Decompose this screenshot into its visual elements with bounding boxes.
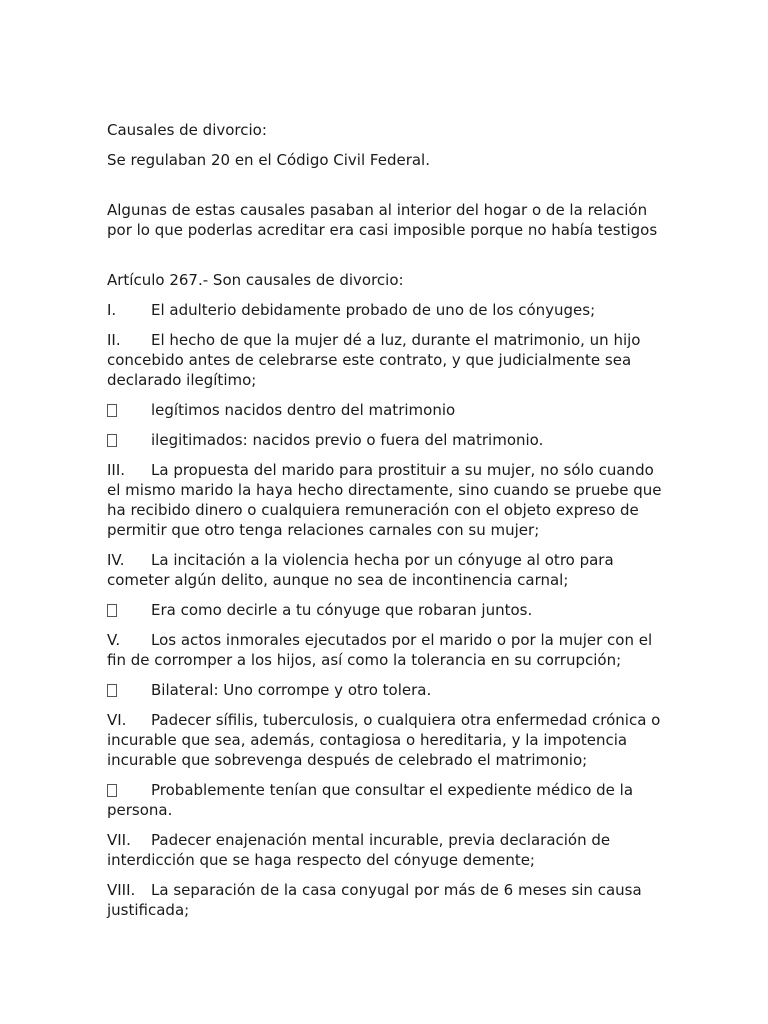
item-text: La separación de la casa conyugal por más de 6 meses sin causa justificada; xyxy=(107,881,642,919)
item-text: El adulterio debidamente probado de uno de los cónyuges; xyxy=(151,301,596,319)
list-item-viii xyxy=(107,880,667,920)
heading: Causales de divorcio: xyxy=(107,121,267,139)
bullet-item xyxy=(107,600,667,620)
item-number: VIII. xyxy=(107,881,136,899)
item-number: IV. xyxy=(107,551,125,569)
list-item-iii xyxy=(107,460,667,540)
item-number: VI. xyxy=(107,711,127,729)
item-number: III. xyxy=(107,461,126,479)
bullet-text: ilegitimados: nacidos previo o fuera del matrimonio. xyxy=(151,431,544,449)
bullet-item xyxy=(107,780,667,820)
list-item-i xyxy=(107,300,667,320)
item-number: V. xyxy=(107,631,121,649)
item-text: Los actos inmorales ejecutados por el marido o por la mujer con el fin de corromper a los hijos, así como la tolerancia en su corrupción; xyxy=(107,631,653,669)
list-item-vi xyxy=(107,710,667,770)
item-text: La incitación a la violencia hecha por un cónyuge al otro para cometer algún delito, aunque no sea de incontinencia carnal; xyxy=(107,551,614,589)
document-page xyxy=(107,120,667,930)
bullet-text: Bilateral: Uno corrompe y otro tolera. xyxy=(151,681,432,699)
list-item-vii xyxy=(107,830,667,870)
list-item-ii xyxy=(107,330,667,390)
item-number: VII. xyxy=(107,831,131,849)
article-heading: Artículo 267.- Son causales de divorcio: xyxy=(107,271,404,289)
missing-glyph-icon xyxy=(107,434,117,447)
paragraph: Algunas de estas causales pasaban al interior del hogar o de la relación por lo que poderlas acreditar era casi imposible porque no había testigos xyxy=(107,201,658,239)
list-item-iv xyxy=(107,550,667,590)
item-number: II. xyxy=(107,331,121,349)
bullet-text: Probablemente tenían que consultar el expediente médico de la persona. xyxy=(107,781,634,819)
item-text: La propuesta del marido para prostituir a su mujer, no sólo cuando el mismo marido la haya hecho directamente, sino cuando se pruebe que ha recibido dinero o cualquiera remuneración con el objeto expreso de permitir que otro tenga relaciones carnales con su mujer; xyxy=(107,461,662,539)
bullet-item xyxy=(107,430,667,450)
missing-glyph-icon xyxy=(107,784,117,797)
missing-glyph-icon xyxy=(107,404,117,417)
item-text: El hecho de que la mujer dé a luz, durante el matrimonio, un hijo concebido antes de celebrarse este contrato, y que judicialmente sea declarado ilegítimo; xyxy=(107,331,641,389)
item-number: I. xyxy=(107,301,117,319)
intro-line: Se regulaban 20 en el Código Civil Federal. xyxy=(107,151,430,169)
list-item-v xyxy=(107,630,667,670)
bullet-item xyxy=(107,680,667,700)
bullet-text: legítimos nacidos dentro del matrimonio xyxy=(151,401,456,419)
item-text: Padecer enajenación mental incurable, previa declaración de interdicción que se haga respecto del cónyuge demente; xyxy=(107,831,611,869)
item-text: Padecer sífilis, tuberculosis, o cualquiera otra enfermedad crónica o incurable que sea, además, contagiosa o hereditaria, y la impotencia incurable que sobrevenga después de celebrado el matrimonio; xyxy=(107,711,661,769)
missing-glyph-icon xyxy=(107,604,117,617)
bullet-item xyxy=(107,400,667,420)
missing-glyph-icon xyxy=(107,684,117,697)
bullet-text: Era como decirle a tu cónyuge que robaran juntos. xyxy=(151,601,533,619)
